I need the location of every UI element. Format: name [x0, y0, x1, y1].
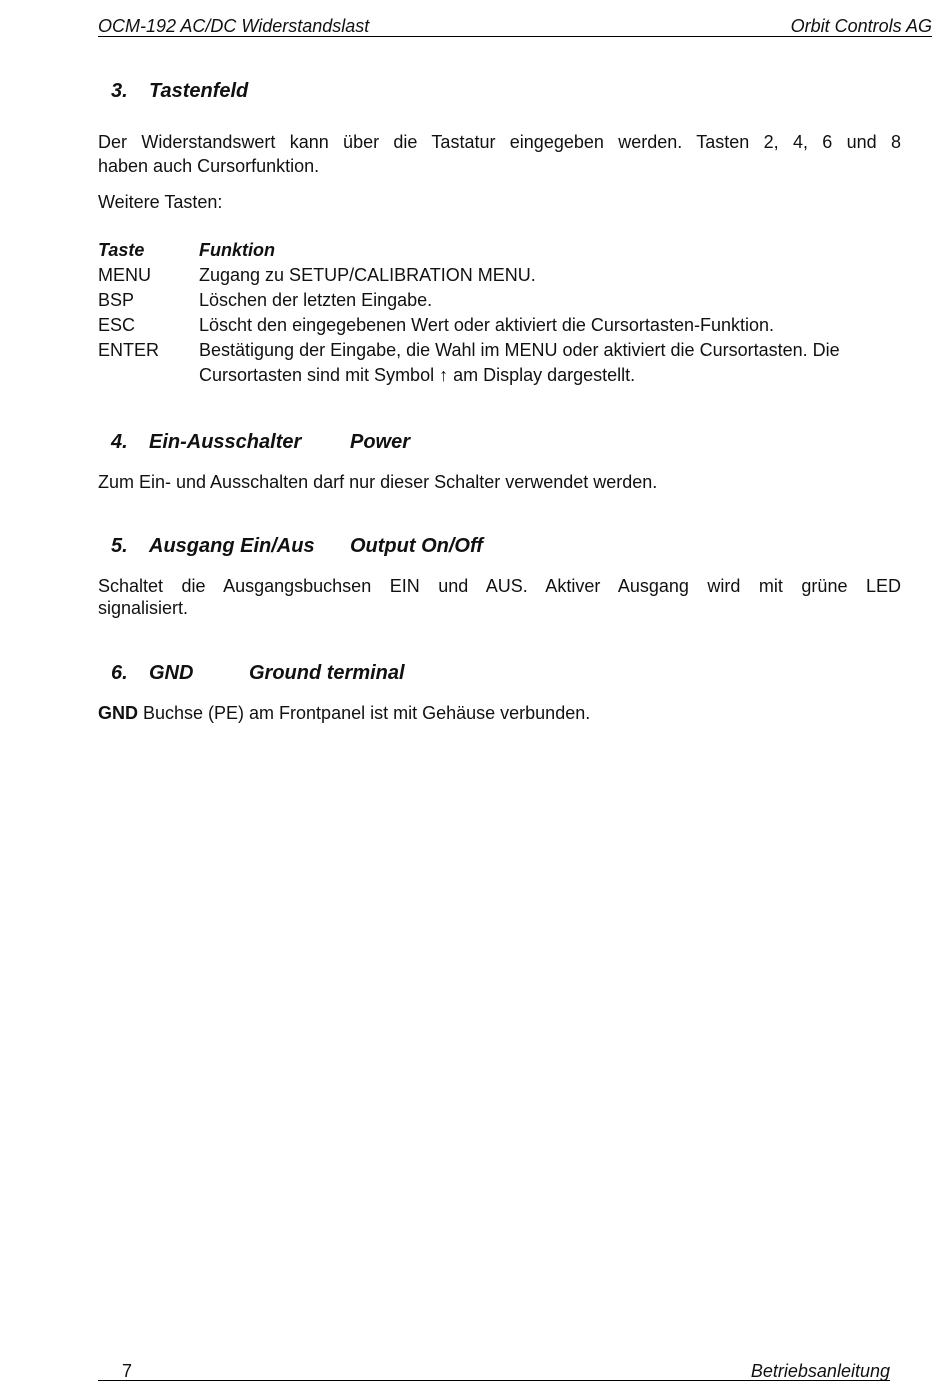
section5-number: 5.: [111, 535, 128, 557]
section4-para: Zum Ein- und Ausschalten darf nur dieser Schalter verwendet werden.: [98, 472, 658, 492]
table-row-key: ENTER: [98, 340, 160, 360]
table-row-func: Löschen der letzten Eingabe.: [199, 290, 433, 310]
table-row-func: Bestätigung der Eingabe, die Wahl im MENU oder aktiviert die Cursortasten. Die: [199, 340, 840, 360]
section3-para1-line2: haben auch Cursorfunktion.: [98, 156, 320, 176]
page-number: 7: [122, 1361, 133, 1381]
table-header-key: Taste: [98, 240, 145, 260]
header-rule: [98, 36, 932, 37]
section3-title: Tastenfeld: [149, 80, 249, 102]
section6-number: 6.: [111, 662, 128, 684]
footer-rule: [98, 1380, 890, 1381]
section6-para: [98, 701, 901, 725]
section5-title-en: Output On/Off: [350, 535, 483, 557]
section5-para-line2: signalisiert.: [98, 598, 189, 618]
table-row-key: MENU: [98, 265, 151, 285]
section6-title-en: Ground terminal: [249, 662, 405, 684]
section4-title: Ein-Ausschalter: [149, 431, 302, 453]
section3-para1-line1: Der Widerstandswert kann über die Tastatur eingegeben werden. Tasten 2, 4, 6 und 8: [98, 132, 901, 152]
header-title: OCM-192 AC/DC Widerstandslast: [98, 16, 370, 36]
section5-para-line1: Schaltet die Ausgangsbuchsen EIN und AUS. Aktiver Ausgang wird mit grüne LED: [98, 576, 901, 596]
section6-title: GND: [149, 662, 194, 684]
section3-para2: Weitere Tasten:: [98, 192, 223, 212]
section3-number: 3.: [111, 80, 128, 102]
section4-number: 4.: [111, 431, 128, 453]
gnd-label: GND: [98, 703, 138, 723]
table-row-func: Zugang zu SETUP/CALIBRATION MENU.: [199, 265, 536, 285]
footer-title: Betriebsanleitung: [750, 1361, 890, 1381]
header-company: Orbit Controls AG: [790, 16, 932, 36]
table-row-func: Löscht den eingegebenen Wert oder aktiviert die Cursortasten-Funktion.: [199, 315, 774, 335]
section6-para-text: Buchse (PE) am Frontpanel ist mit Gehäuse verbunden.: [138, 703, 591, 723]
table-row-key: BSP: [98, 290, 135, 310]
section5-title: Ausgang Ein/Aus: [149, 535, 315, 557]
section4-title-en: Power: [350, 431, 411, 453]
table-header-func: Funktion: [199, 240, 275, 260]
table-row-func-continued: Cursortasten sind mit Symbol ↑ am Display dargestellt.: [199, 365, 636, 385]
table-row-key: ESC: [98, 315, 136, 335]
